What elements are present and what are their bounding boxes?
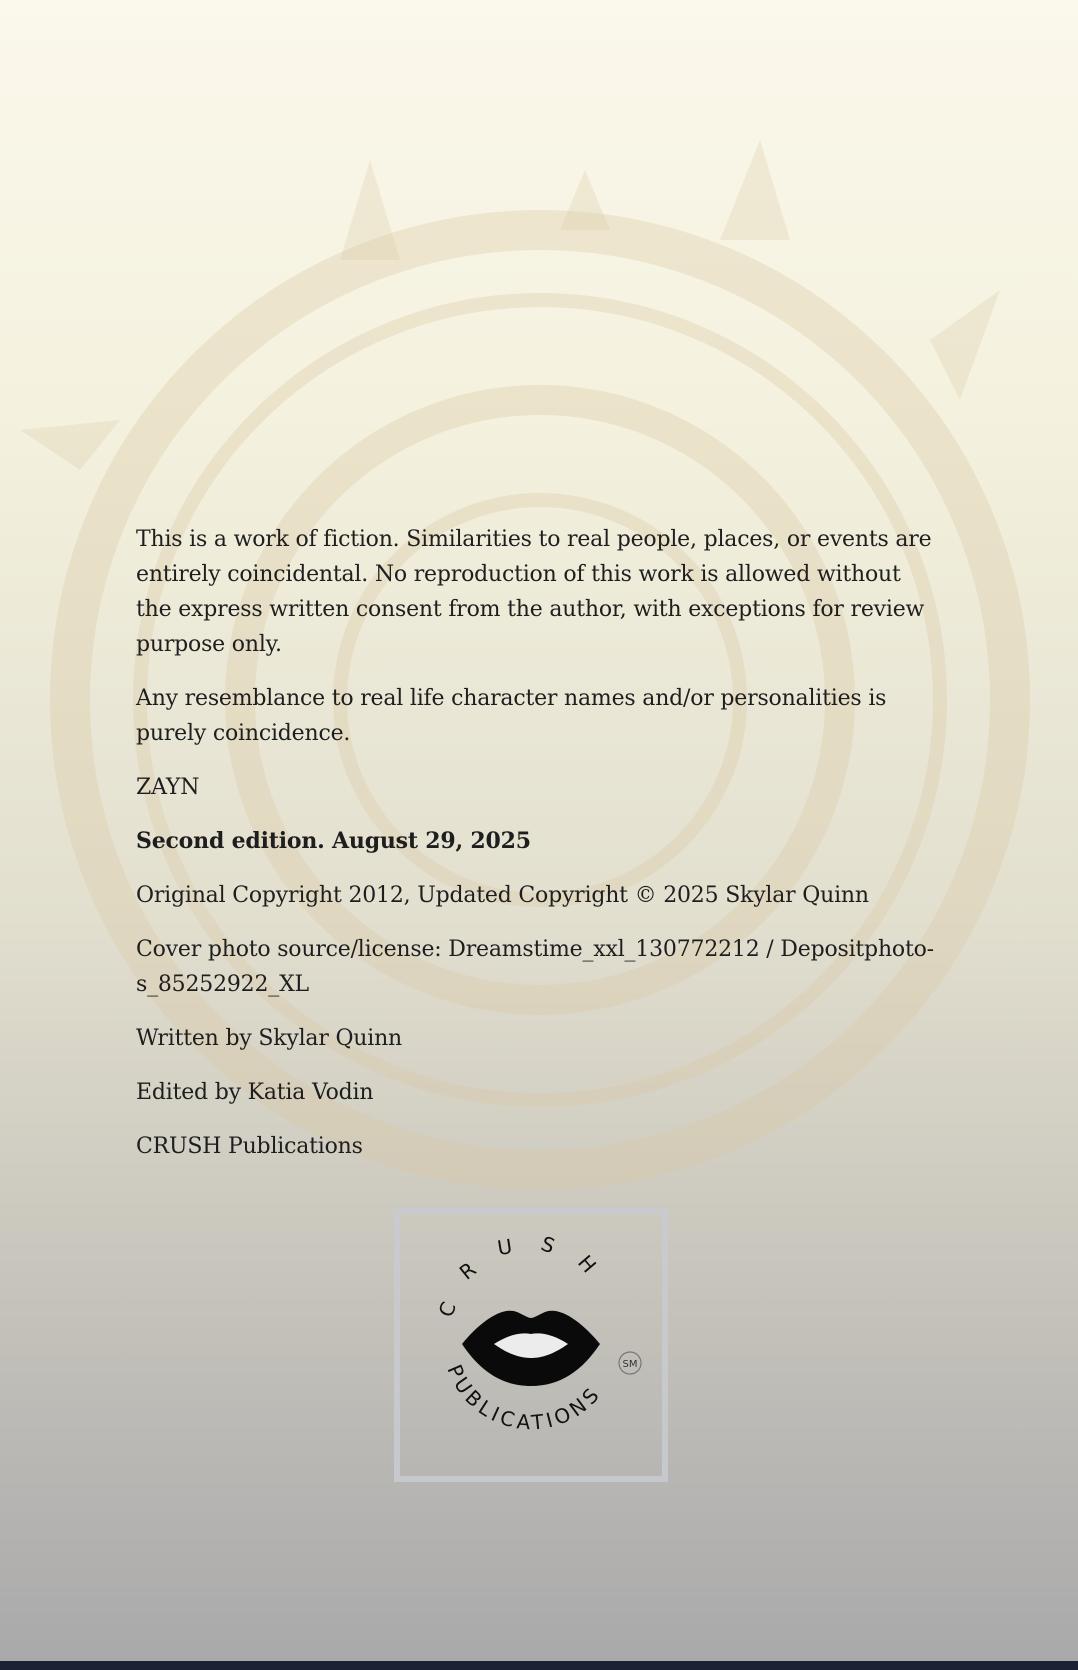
book-title: ZAYN	[136, 775, 200, 800]
publisher-logo	[394, 1208, 668, 1482]
svg-text:SM: SM	[622, 1359, 638, 1370]
publisher-name: CRUSH Publications	[136, 1134, 363, 1159]
bottom-bar	[0, 1661, 1078, 1670]
cover-photo-credit: Cover photo source/license: Dreamstime_xxl_130772212 / Depositphoto-s_85252922_XL	[136, 937, 934, 997]
crush-publications-logo-mark	[400, 1214, 662, 1476]
lips-icon	[462, 1311, 600, 1386]
copyright-line: Original Copyright 2012, Updated Copyright © 2025 Skylar Quinn	[136, 883, 869, 908]
edition-line: Second edition. August 29, 2025	[136, 828, 531, 854]
copyright-page-text	[136, 522, 936, 1183]
logo-bottom-arc-text: PUBLICATIONS	[442, 1361, 607, 1435]
editor-credit: Edited by Katia Vodin	[136, 1080, 374, 1105]
fiction-disclaimer: This is a work of fiction. Similarities to real people, places, or events are entirely coincidental. No reproduction of this work is allowed without the express written consent from the author, with exceptions for review purpose only.	[136, 527, 932, 657]
logo-top-arc-text: CRUSH	[433, 1230, 619, 1321]
author-credit: Written by Skylar Quinn	[136, 1026, 403, 1051]
service-mark-badge	[619, 1352, 641, 1374]
resemblance-note: Any resemblance to real life character names and/or personalities is purely coincidence.	[136, 686, 887, 746]
